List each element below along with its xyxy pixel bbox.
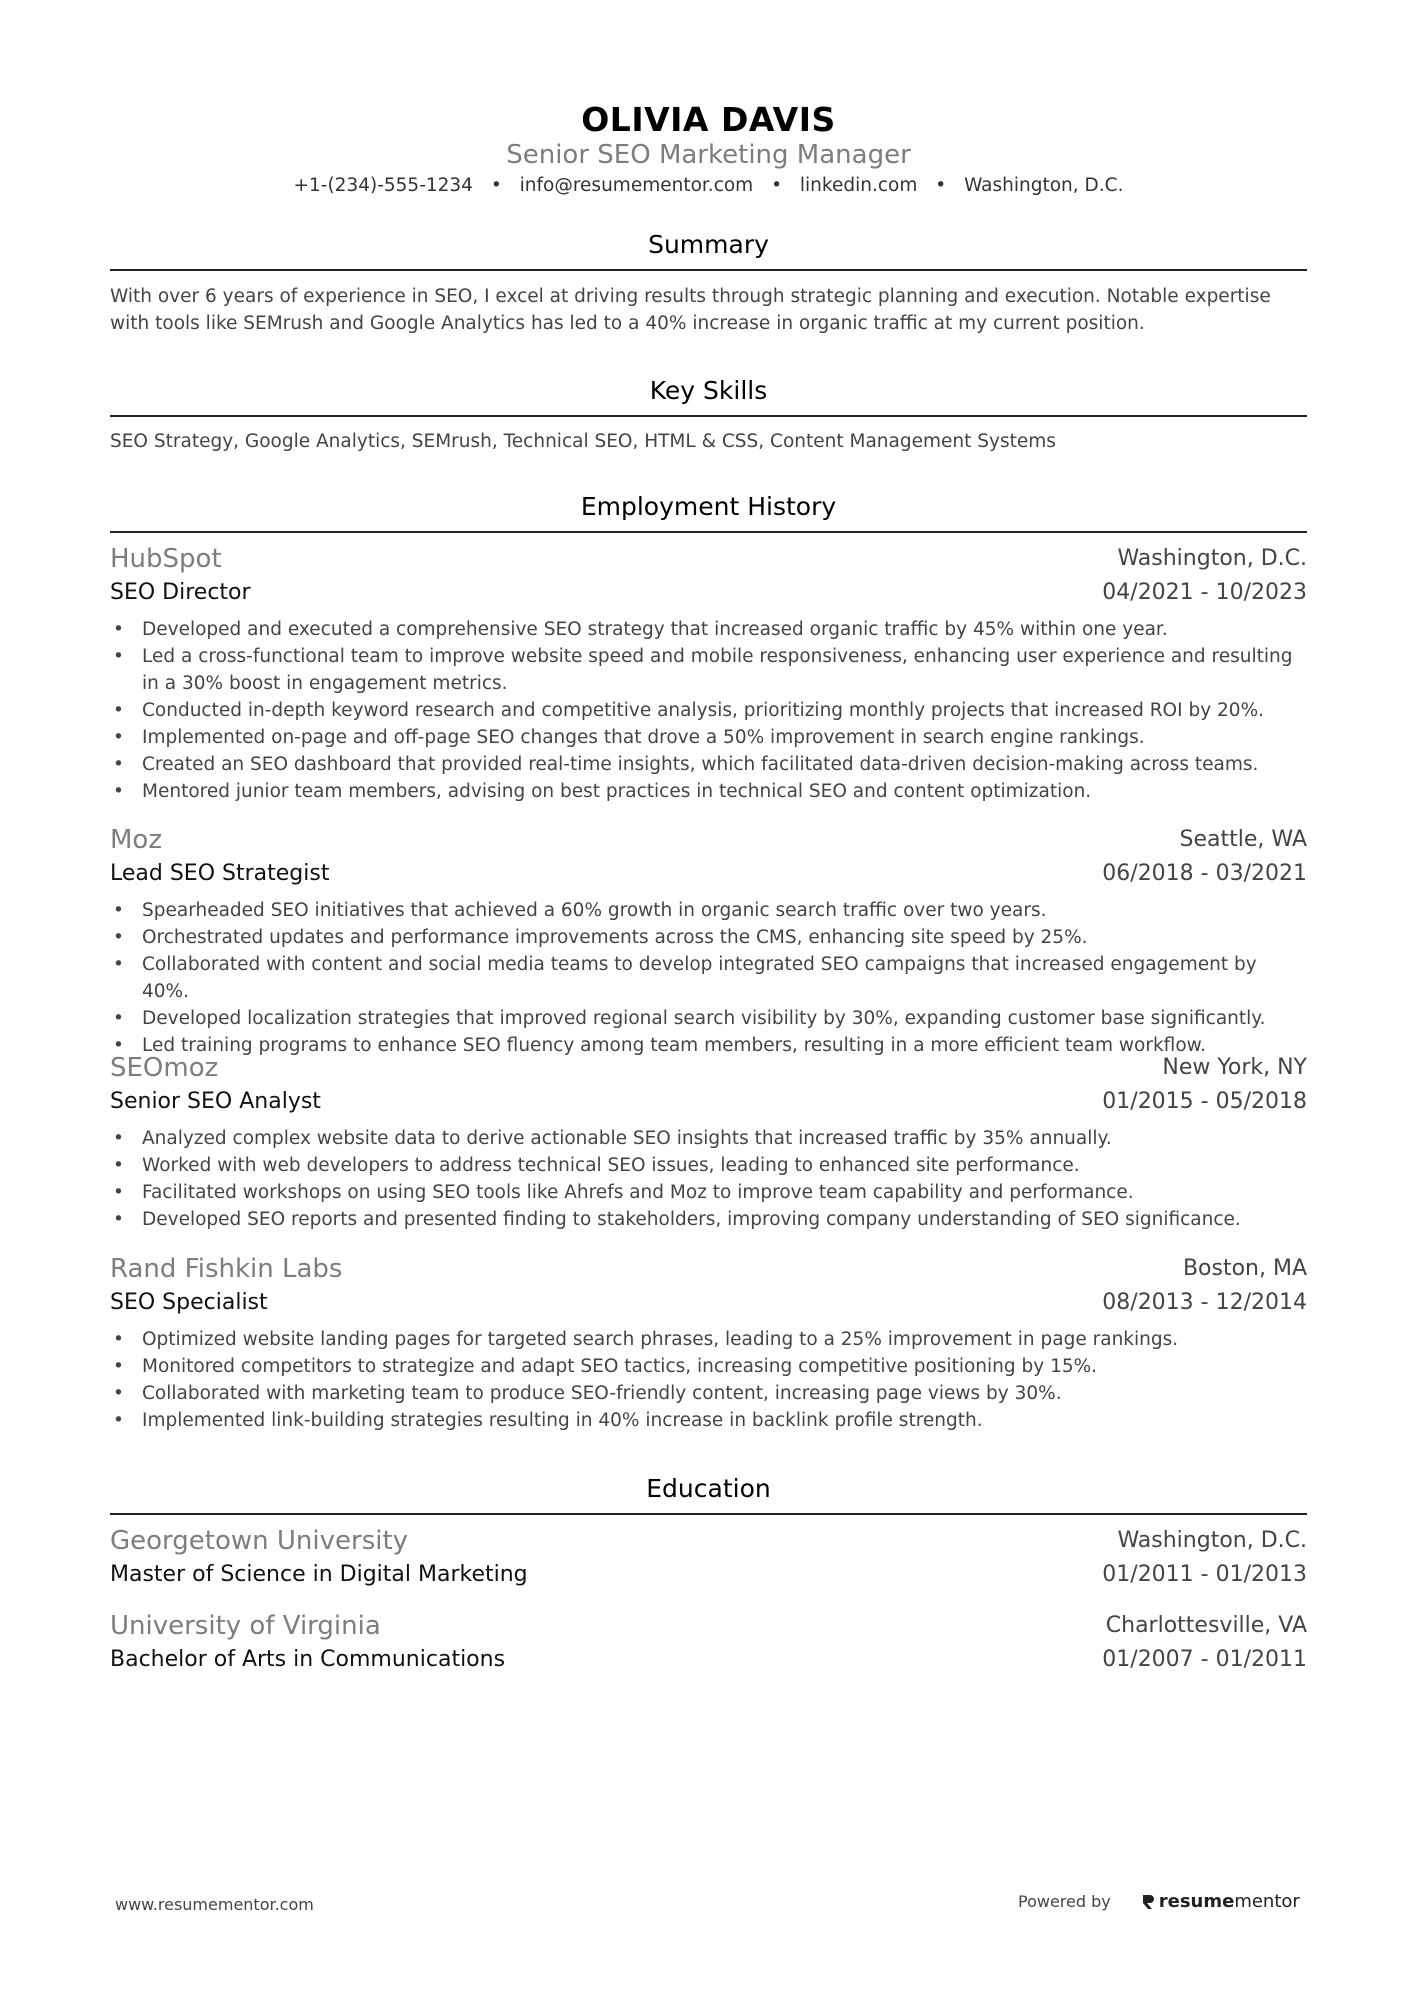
job-bullet: • Optimized website landing pages for targeted search phrases, leading to a 25% improvement in page rankings. bbox=[110, 1326, 1307, 1353]
job-bullet: • Spearheaded SEO initiatives that achieved a 60% growth in organic search traffic over two years. bbox=[110, 897, 1307, 924]
footer-powered bbox=[1018, 1891, 1300, 1912]
job-role: Lead SEO Strategist bbox=[110, 861, 330, 886]
job-bullet: • Developed localization strategies that improved regional search visibility by 30%, expanding customer base significantly. bbox=[110, 1005, 1307, 1032]
education-degree: Bachelor of Arts in Communications bbox=[110, 1647, 506, 1672]
job-dates: 01/2015 - 05/2018 bbox=[1102, 1089, 1307, 1114]
job-bullet: • Orchestrated updates and performance improvements across the CMS, enhancing site speed by 25%. bbox=[110, 924, 1307, 951]
job-bullet: • Mentored junior team members, advising on best practices in technical SEO and content optimization. bbox=[110, 778, 1307, 805]
brand-rest-text: mentor bbox=[1234, 1891, 1300, 1912]
education-entry bbox=[110, 1526, 1307, 1598]
job-location: New York, NY bbox=[1162, 1055, 1307, 1080]
job-bullets bbox=[110, 1326, 1307, 1434]
skills-heading: Key Skills bbox=[649, 376, 768, 405]
education-subheader bbox=[110, 1647, 1307, 1683]
job-header bbox=[110, 1254, 1307, 1290]
summary-heading: Summary bbox=[648, 230, 769, 259]
education-dates: 01/2007 - 01/2011 bbox=[1102, 1647, 1307, 1672]
job-bullet: • Analyzed complex website data to derive actionable SEO insights that increased traffic by 35% annually. bbox=[110, 1125, 1307, 1152]
candidate-name: OLIVIA DAVIS bbox=[581, 100, 836, 139]
job-entry bbox=[110, 544, 1307, 805]
job-bullets bbox=[110, 616, 1307, 805]
education-school: University of Virginia bbox=[110, 1611, 381, 1641]
job-location: Washington, D.C. bbox=[1117, 546, 1307, 571]
education-heading: Education bbox=[646, 1474, 771, 1503]
job-bullet: • Led training programs to enhance SEO fluency among team members, resulting in a more efficient team workflow. bbox=[110, 1032, 1307, 1059]
job-bullets bbox=[110, 1125, 1307, 1233]
job-bullet: • Implemented link-building strategies resulting in 40% increase in backlink profile strength. bbox=[110, 1407, 1307, 1434]
job-bullet: • Worked with web developers to address technical SEO issues, leading to enhanced site performance. bbox=[110, 1152, 1307, 1179]
resumementor-logo-icon bbox=[1141, 1893, 1155, 1911]
contact-location: Washington, D.C. bbox=[964, 175, 1124, 196]
job-bullet: • Developed and executed a comprehensive SEO strategy that increased organic traffic by 45% within one year. bbox=[110, 616, 1307, 643]
job-company: Rand Fishkin Labs bbox=[110, 1254, 343, 1284]
job-company: SEOmoz bbox=[110, 1053, 219, 1083]
job-company: HubSpot bbox=[110, 544, 222, 574]
job-location: Boston, MA bbox=[1182, 1256, 1307, 1281]
job-dates: 04/2021 - 10/2023 bbox=[1102, 580, 1307, 605]
contact-separator: • bbox=[771, 175, 783, 196]
summary-divider bbox=[110, 269, 1307, 271]
education-school: Georgetown University bbox=[110, 1526, 409, 1556]
job-bullet: • Developed SEO reports and presented finding to stakeholders, improving company understanding of SEO significance. bbox=[110, 1206, 1307, 1233]
contact-email[interactable]: info@resumementor.com bbox=[519, 175, 754, 196]
job-bullets bbox=[110, 897, 1307, 1059]
job-role: SEO Specialist bbox=[110, 1290, 268, 1315]
contact-linkedin[interactable]: linkedin.com bbox=[799, 175, 918, 196]
contact-phone: +1-(234)-555-1234 bbox=[293, 175, 473, 196]
job-subheader bbox=[110, 580, 1307, 616]
job-bullet: • Collaborated with content and social media teams to develop integrated SEO campaigns that increased engagement by 40%. bbox=[110, 951, 1307, 1005]
job-entry bbox=[110, 1254, 1307, 1434]
education-header bbox=[110, 1611, 1307, 1647]
job-company: Moz bbox=[110, 825, 162, 855]
job-bullet: • Created an SEO dashboard that provided real-time insights, which facilitated data-driven decision-making across teams. bbox=[110, 751, 1307, 778]
education-header bbox=[110, 1526, 1307, 1562]
contact-separator: • bbox=[490, 175, 502, 196]
education-subheader bbox=[110, 1562, 1307, 1598]
job-subheader bbox=[110, 861, 1307, 897]
summary-text: With over 6 years of experience in SEO, I excel at driving results through strategic planning and execution. Notable expertise with tools like SEMrush and Google Analytics has led to a 40% increase in organic traffic at my current position. bbox=[110, 286, 1271, 334]
job-subheader bbox=[110, 1290, 1307, 1326]
job-header bbox=[110, 544, 1307, 580]
footer-website[interactable]: www.resumementor.com bbox=[115, 1895, 314, 1914]
contact-line bbox=[110, 175, 1307, 196]
job-bullet: • Monitored competitors to strategize and adapt SEO tactics, increasing competitive positioning by 15%. bbox=[110, 1353, 1307, 1380]
job-dates: 06/2018 - 03/2021 bbox=[1102, 861, 1307, 886]
education-location: Charlottesville, VA bbox=[1105, 1613, 1307, 1638]
education-location: Washington, D.C. bbox=[1117, 1528, 1307, 1553]
job-bullet: • Implemented on-page and off-page SEO changes that drove a 50% improvement in search engine rankings. bbox=[110, 724, 1307, 751]
job-entry bbox=[110, 1053, 1307, 1233]
contact-separator: • bbox=[935, 175, 947, 196]
job-bullet: • Collaborated with marketing team to produce SEO-friendly content, increasing page views by 30%. bbox=[110, 1380, 1307, 1407]
education-divider bbox=[110, 1513, 1307, 1515]
skills-divider bbox=[110, 415, 1307, 417]
job-dates: 08/2013 - 12/2014 bbox=[1102, 1290, 1307, 1315]
job-bullet: • Conducted in-depth keyword research and competitive analysis, prioritizing monthly projects that increased ROI by 20%. bbox=[110, 697, 1307, 724]
skills-text: SEO Strategy, Google Analytics, SEMrush, Technical SEO, HTML & CSS, Content Management Systems bbox=[110, 431, 1056, 452]
education-dates: 01/2011 - 01/2013 bbox=[1102, 1562, 1307, 1587]
employment-divider bbox=[110, 531, 1307, 533]
job-role: Senior SEO Analyst bbox=[110, 1089, 321, 1114]
education-degree: Master of Science in Digital Marketing bbox=[110, 1562, 528, 1587]
job-header bbox=[110, 1053, 1307, 1089]
job-header bbox=[110, 825, 1307, 861]
job-location: Seattle, WA bbox=[1179, 827, 1307, 852]
job-bullet: • Facilitated workshops on using SEO tools like Ahrefs and Moz to improve team capability and performance. bbox=[110, 1179, 1307, 1206]
powered-by-label: Powered by bbox=[1018, 1892, 1111, 1911]
job-bullet: • Led a cross-functional team to improve website speed and mobile responsiveness, enhancing user experience and resulting in a 30% boost in engagement metrics. bbox=[110, 643, 1307, 697]
employment-heading: Employment History bbox=[580, 492, 837, 521]
job-entry bbox=[110, 825, 1307, 1059]
candidate-title: Senior SEO Marketing Manager bbox=[506, 140, 911, 170]
job-role: SEO Director bbox=[110, 580, 251, 605]
brand-bold-text: resume bbox=[1158, 1891, 1235, 1912]
brand-logo[interactable] bbox=[1141, 1891, 1300, 1912]
education-entry bbox=[110, 1611, 1307, 1683]
job-subheader bbox=[110, 1089, 1307, 1125]
